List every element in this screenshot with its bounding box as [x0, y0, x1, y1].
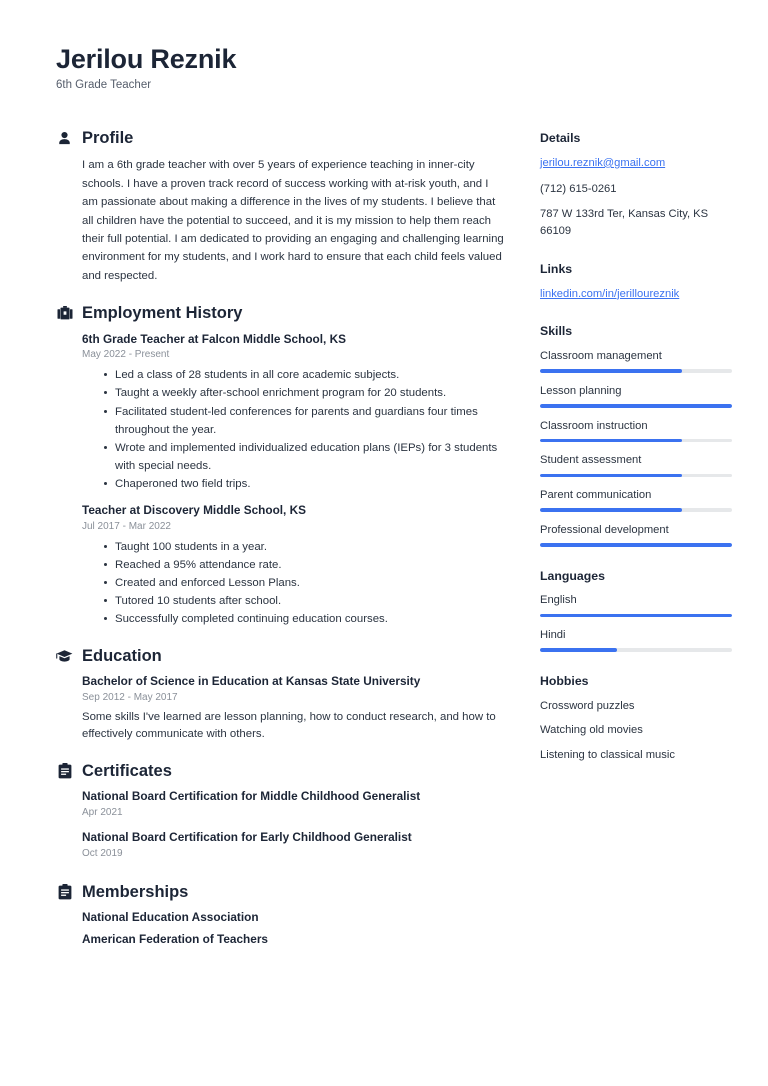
list-item: Chaperoned two field trips.	[104, 475, 506, 493]
entry-title: National Board Certification for Middle Childhood Generalist	[82, 789, 421, 804]
entry-date: Oct 2019	[82, 848, 123, 860]
entry-date: Apr 2021	[82, 807, 123, 819]
skill-label: Classroom instruction	[540, 419, 648, 432]
sidebar-skills	[540, 324, 732, 546]
certificate-entry	[82, 830, 506, 861]
skill-item	[540, 383, 732, 408]
skill-bar-fill	[540, 474, 682, 478]
sidebar-title-links: Links	[540, 261, 573, 276]
skill-item	[540, 418, 732, 443]
skill-bar-fill	[540, 508, 682, 512]
email-link[interactable]: jerilou.reznik@gmail.com	[540, 156, 666, 169]
employment-entry	[82, 503, 506, 628]
entry-date: Sep 2012 - May 2017	[82, 691, 178, 703]
education-entries	[56, 674, 506, 744]
graduation-cap-icon	[56, 647, 73, 664]
skill-bar-track	[540, 404, 732, 408]
entry-date: Jul 2017 - Mar 2022	[82, 520, 171, 532]
main-column	[56, 129, 506, 967]
sidebar-title-skills: Skills	[540, 324, 573, 339]
section-heading	[56, 762, 506, 780]
sidebar-title-languages: Languages	[540, 568, 605, 583]
detail-address: 787 W 133rd Ter, Kansas City, KS 66109	[540, 208, 709, 238]
section-title-employment: Employment History	[82, 304, 243, 323]
membership-entry	[82, 910, 506, 926]
skill-label: Professional development	[540, 523, 669, 536]
skill-bar-track	[540, 369, 732, 373]
clipboard-icon	[56, 763, 73, 780]
briefcase-icon	[56, 305, 73, 322]
language-item	[540, 592, 732, 617]
profile-summary: I am a 6th grade teacher with over 5 years of experience teaching in inner-city schools. I have a proven track record of success working with at-risk youth, and I am passionate about making a difference in the lives of my students. I believe that all children have the potential to succeed, and it is my mission to help them reach their full potential. I am dedicated to providing an engaging and challenging learning environment for my students, and I work hard to ensure that each child feels valued and respected.	[82, 159, 504, 282]
list-item: Facilitated student-led conferences for parents and guardians four times throughout the year.	[104, 403, 506, 439]
language-label: Hindi	[540, 629, 566, 642]
employment-entry	[82, 332, 506, 493]
list-item: Taught 100 students in a year.	[104, 538, 506, 556]
section-education	[56, 647, 506, 744]
entry-title: National Education Association	[82, 910, 259, 925]
hobby-item: Watching old movies	[540, 724, 643, 737]
hobby-item: Crossword puzzles	[540, 699, 635, 712]
entry-description: Some skills I've learned are lesson planning, how to conduct research, and how to effectively communicate with others.	[82, 710, 496, 740]
skill-item	[540, 522, 732, 547]
membership-entry	[82, 932, 506, 948]
candidate-job-title: 6th Grade Teacher	[56, 79, 152, 92]
list-item: Created and enforced Lesson Plans.	[104, 574, 506, 592]
section-certificates	[56, 762, 506, 861]
skill-label: Lesson planning	[540, 384, 622, 397]
skill-bar-fill	[540, 439, 682, 443]
sidebar-links	[540, 262, 732, 303]
entry-title: Teacher at Discovery Middle School, KS	[82, 502, 306, 517]
entry-bullets	[82, 538, 506, 628]
section-heading	[56, 304, 506, 322]
language-bar-track	[540, 648, 732, 652]
link-row	[540, 286, 732, 303]
entry-title: American Federation of Teachers	[82, 932, 268, 947]
sidebar-title-hobbies: Hobbies	[540, 673, 589, 688]
language-item	[540, 627, 732, 652]
detail-email-row	[540, 155, 732, 172]
skill-bar-track	[540, 543, 732, 547]
language-bar-track	[540, 614, 732, 618]
sidebar-hobbies	[540, 674, 732, 764]
skill-bar-fill	[540, 369, 682, 373]
entry-title: National Board Certification for Early Childhood Generalist	[82, 830, 412, 845]
skill-item	[540, 452, 732, 477]
section-heading	[56, 129, 506, 147]
entry-bullets	[82, 366, 506, 492]
list-item: Taught a weekly after-school enrichment program for 20 students.	[104, 384, 506, 402]
sidebar-languages	[540, 569, 732, 652]
skill-item	[540, 348, 732, 373]
section-title-certificates: Certificates	[82, 762, 172, 781]
skill-item	[540, 487, 732, 512]
employment-entries	[56, 332, 506, 628]
candidate-name: Jerilou Reznik	[56, 44, 237, 74]
membership-entries	[56, 910, 506, 948]
certificate-entries	[56, 789, 506, 861]
language-label: English	[540, 594, 577, 607]
section-profile	[56, 129, 506, 285]
linkedin-link[interactable]: linkedin.com/in/jerilloureznik	[540, 287, 680, 300]
education-entry	[82, 674, 506, 744]
section-memberships	[56, 883, 506, 948]
skill-bar-track	[540, 439, 732, 443]
section-heading	[56, 883, 506, 901]
list-item: Wrote and implemented individualized education plans (IEPs) for 3 students with special needs.	[104, 439, 506, 475]
section-title-memberships: Memberships	[82, 883, 189, 902]
resume-header	[56, 44, 732, 93]
skill-bar-track	[540, 508, 732, 512]
entry-date: May 2022 - Present	[82, 349, 170, 361]
section-heading	[56, 647, 506, 665]
list-item: Led a class of 28 students in all core academic subjects.	[104, 366, 506, 384]
skill-label: Classroom management	[540, 350, 662, 363]
skill-bar-track	[540, 474, 732, 478]
language-bar-fill	[540, 648, 617, 652]
list-item: Reached a 95% attendance rate.	[104, 556, 506, 574]
certificate-entry	[82, 789, 506, 820]
list-item: Successfully completed continuing education courses.	[104, 610, 506, 628]
resume-body	[56, 129, 732, 967]
entry-title: Bachelor of Science in Education at Kansas State University	[82, 673, 421, 688]
section-employment-history	[56, 304, 506, 627]
language-bar-fill	[540, 614, 732, 618]
skill-label: Student assessment	[540, 454, 642, 467]
skill-label: Parent communication	[540, 489, 652, 502]
skill-bar-fill	[540, 543, 732, 547]
sidebar-details	[540, 131, 732, 240]
hobby-item: Listening to classical music	[540, 749, 675, 762]
person-icon	[56, 130, 73, 147]
sidebar-title-details: Details	[540, 130, 581, 145]
section-title-profile: Profile	[82, 128, 134, 147]
section-title-education: Education	[82, 646, 162, 665]
list-item: Tutored 10 students after school.	[104, 592, 506, 610]
detail-phone: (712) 615-0261	[540, 182, 617, 195]
entry-title: 6th Grade Teacher at Falcon Middle School, KS	[82, 331, 346, 346]
skill-bar-fill	[540, 404, 732, 408]
sidebar-column	[540, 129, 732, 786]
clipboard-icon	[56, 884, 73, 901]
